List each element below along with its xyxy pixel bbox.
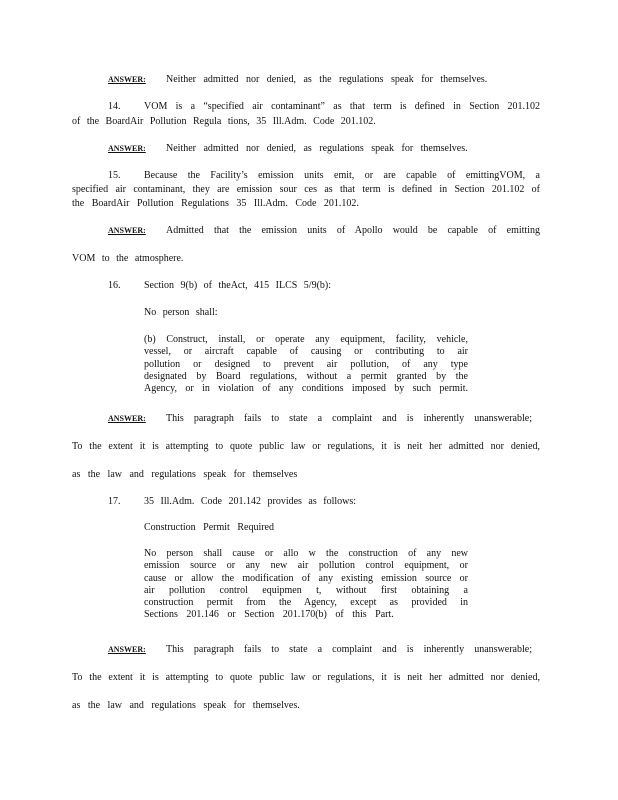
answer-label: ANSWER: (108, 645, 146, 654)
answer-17-line-3: as the law and regulations speak for themselves. (72, 700, 300, 711)
block-quote-17 (144, 548, 468, 622)
quote-line: air pollution control equipmen t, without first obtaining a (144, 584, 468, 596)
paragraph-17-heading: 35 Ill.Adm. Code 201.142 provides as follows: (144, 496, 357, 507)
answer-label: ANSWER: (108, 144, 146, 153)
paragraph-14 (108, 101, 540, 112)
answer-text: Neither admitted nor denied, as the regulations speak for themselves. (166, 74, 488, 85)
answer-paragraph-16: ANSWER: This paragraph fails to state a complaint and is inherently unanswerable; (108, 413, 532, 424)
paragraph-14-line-2: of the BoardAir Pollution Regula tions, 35 Ill.Adm. Code 201.102. (72, 116, 376, 127)
paragraph-number-17: 17. (108, 496, 121, 507)
quote-line: construction permit from the Agency, except as provided in (144, 597, 468, 609)
quote-line: (b) Construct, install, or operate any equipment, facility, vehicle, (144, 334, 468, 345)
quote-line: No person shall cause or allo w the construction of any new (144, 548, 468, 559)
quote-line: pollution or designed to prevent air pollution, of any type (144, 358, 468, 370)
answer-label: ANSWER: (108, 414, 146, 423)
paragraph-17-subheading: Construction Permit Required (144, 522, 274, 533)
paragraph-16-intro: No person shall: (144, 307, 218, 318)
quote-line: cause or allow the modification of any existing emission source or (144, 572, 468, 584)
paragraph-number: 15. (108, 170, 121, 181)
answer-text: Neither admitted nor denied, as regulations speak for themselves. (166, 143, 468, 154)
quote-line: Agency, or in violation of any conditions imposed by such permit. (144, 383, 468, 395)
answer-paragraph-17: ANSWER: This paragraph fails to state a complaint and is inherently unanswerable; (108, 644, 532, 655)
paragraph-15: 15. Because the Facility’s emission units emit, or are capable of emittingVOM, a (108, 170, 540, 181)
paragraph-15-line-3: the BoardAir Pollution Regulations 35 Ill.Adm. Code 201.102. (72, 198, 359, 209)
answer-label: ANSWER: (108, 226, 146, 235)
answer-17-line-2: To the extent it is attempting to quote public law or regulations, it is neit her admitted nor denied, (72, 672, 540, 683)
answer-label: ANSWER: (108, 75, 146, 84)
paragraph-14-line-1: 14. VOM is a “specified air contaminant” as that term is defined in Section 201.102 (108, 101, 540, 112)
answer-paragraph-13 (108, 74, 502, 85)
answer-paragraph-15: ANSWER: Admitted that the emission units of Apollo would be capable of emitting (108, 225, 540, 236)
block-quote-16 (144, 334, 468, 395)
paragraph-number: 14. (108, 101, 121, 112)
quote-line: designated by Board regulations, without a permit granted by the (144, 370, 468, 382)
answer-15-line-2: VOM to the atmosphere. (72, 253, 184, 264)
answer-16-line-3: as the law and regulations speak for themselves (72, 469, 298, 480)
quote-line: Sections 201.146 or Section 201.170(b) of this Part. (144, 609, 394, 621)
quote-line: emission source or any new air pollution control equipment, or (144, 560, 468, 572)
paragraph-15-line-2: specified air contaminant, they are emission sour ces as that term is defined in Section 201.102 of (72, 184, 540, 195)
paragraph-16-heading: Section 9(b) of theAct, 415 ILCS 5/9(b): (144, 280, 332, 291)
paragraph-number-16: 16. (108, 280, 121, 291)
answer-16-line-2: To the extent it is attempting to quote public law or regulations, it is neit her admitted nor denied, (72, 441, 540, 452)
quote-line: vessel, or aircraft capable of causing or contributing to air (144, 346, 468, 358)
answer-paragraph-14 (108, 143, 492, 154)
